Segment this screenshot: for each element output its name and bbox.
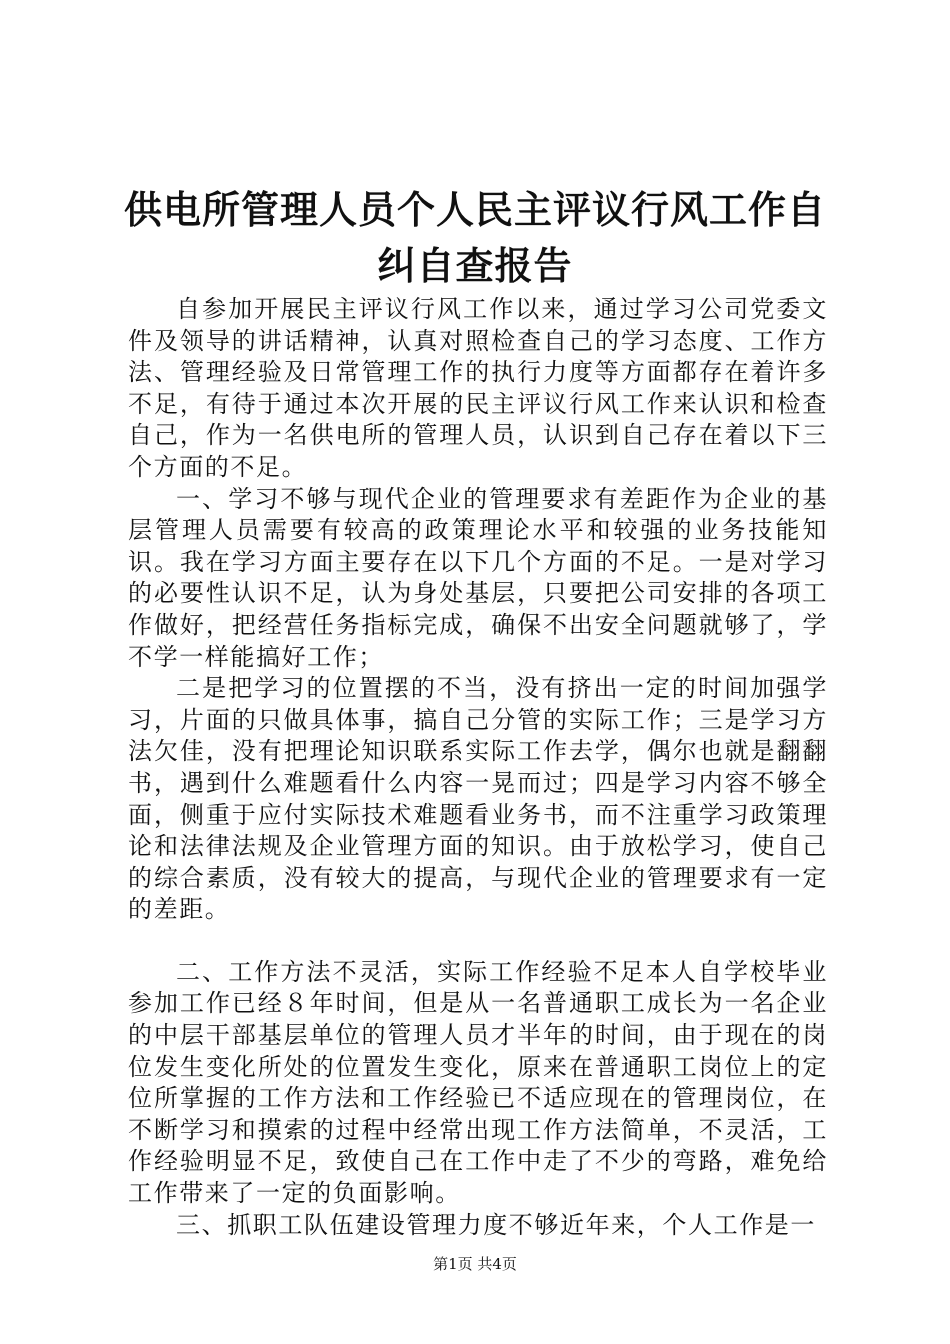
document-title: 供电所管理人员个人民主评议行风工作自纠自查报告 bbox=[123, 188, 826, 288]
paragraph-section-1-continued: 二是把学习的位置摆的不当，没有挤出一定的时间加强学习，片面的只做具体事，搞自己分管的实际工作；三是学习方法欠佳，没有把理论知识联系实际工作去学，偶尔也就是翻翻书，遇到什么难题看什么内容一晃而过；四是学习内容不够全面，侧重于应付实际技术难题看业务书，而不注重学习政策理论和法律法规及企业管理方面的知识。由于放松学习，使自己的综合素质，没有较大的提高，与现代企业的管理要求有一定的差距。 bbox=[128, 674, 828, 924]
document-body bbox=[128, 294, 828, 1241]
paragraph-section-3: 三、抓职工队伍建设管理力度不够近年来，个人工作是一 bbox=[176, 1210, 816, 1239]
page-number-footer: 第1页 共4页 bbox=[433, 1255, 517, 1273]
paragraph-section-2: 二、工作方法不灵活，实际工作经验不足本人自学校毕业参加工作已经８年时间，但是从一名普通职工成长为一名企业的中层干部基层单位的管理人员才半年的时间，由于现在的岗位发生变化所处的位置发生变化，原来在普通职工岗位上的定位所掌握的工作方法和工作经验已不适应现在的管理岗位，在不断学习和摸索的过程中经常出现工作方法简单，不灵活，工作经验明显不足，致使自己在工作中走了不少的弯路，难免给工作带来了一定的负面影响。 bbox=[128, 957, 828, 1208]
paragraph-spacer bbox=[128, 926, 828, 957]
paragraph-section-1: 一、学习不够与现代企业的管理要求有差距作为企业的基层管理人员需要有较高的政策理论水平和较强的业务技能知识。我在学习方面主要存在以下几个方面的不足。一是对学习的必要性认识不足，认为身处基层，只要把公司安排的各项工作做好，把经营任务指标完成，确保不出安全问题就够了，学不学一样能搞好工作； bbox=[128, 484, 828, 671]
paragraph-intro: 自参加开展民主评议行风工作以来，通过学习公司党委文件及领导的讲话精神，认真对照检查自己的学习态度、工作方法、管理经验及日常管理工作的执行力度等方面都存在着许多不足，有待于通过本次开展的民主评议行风工作来认识和检查自己，作为一名供电所的管理人员，认识到自己存在着以下三个方面的不足。 bbox=[128, 295, 828, 481]
